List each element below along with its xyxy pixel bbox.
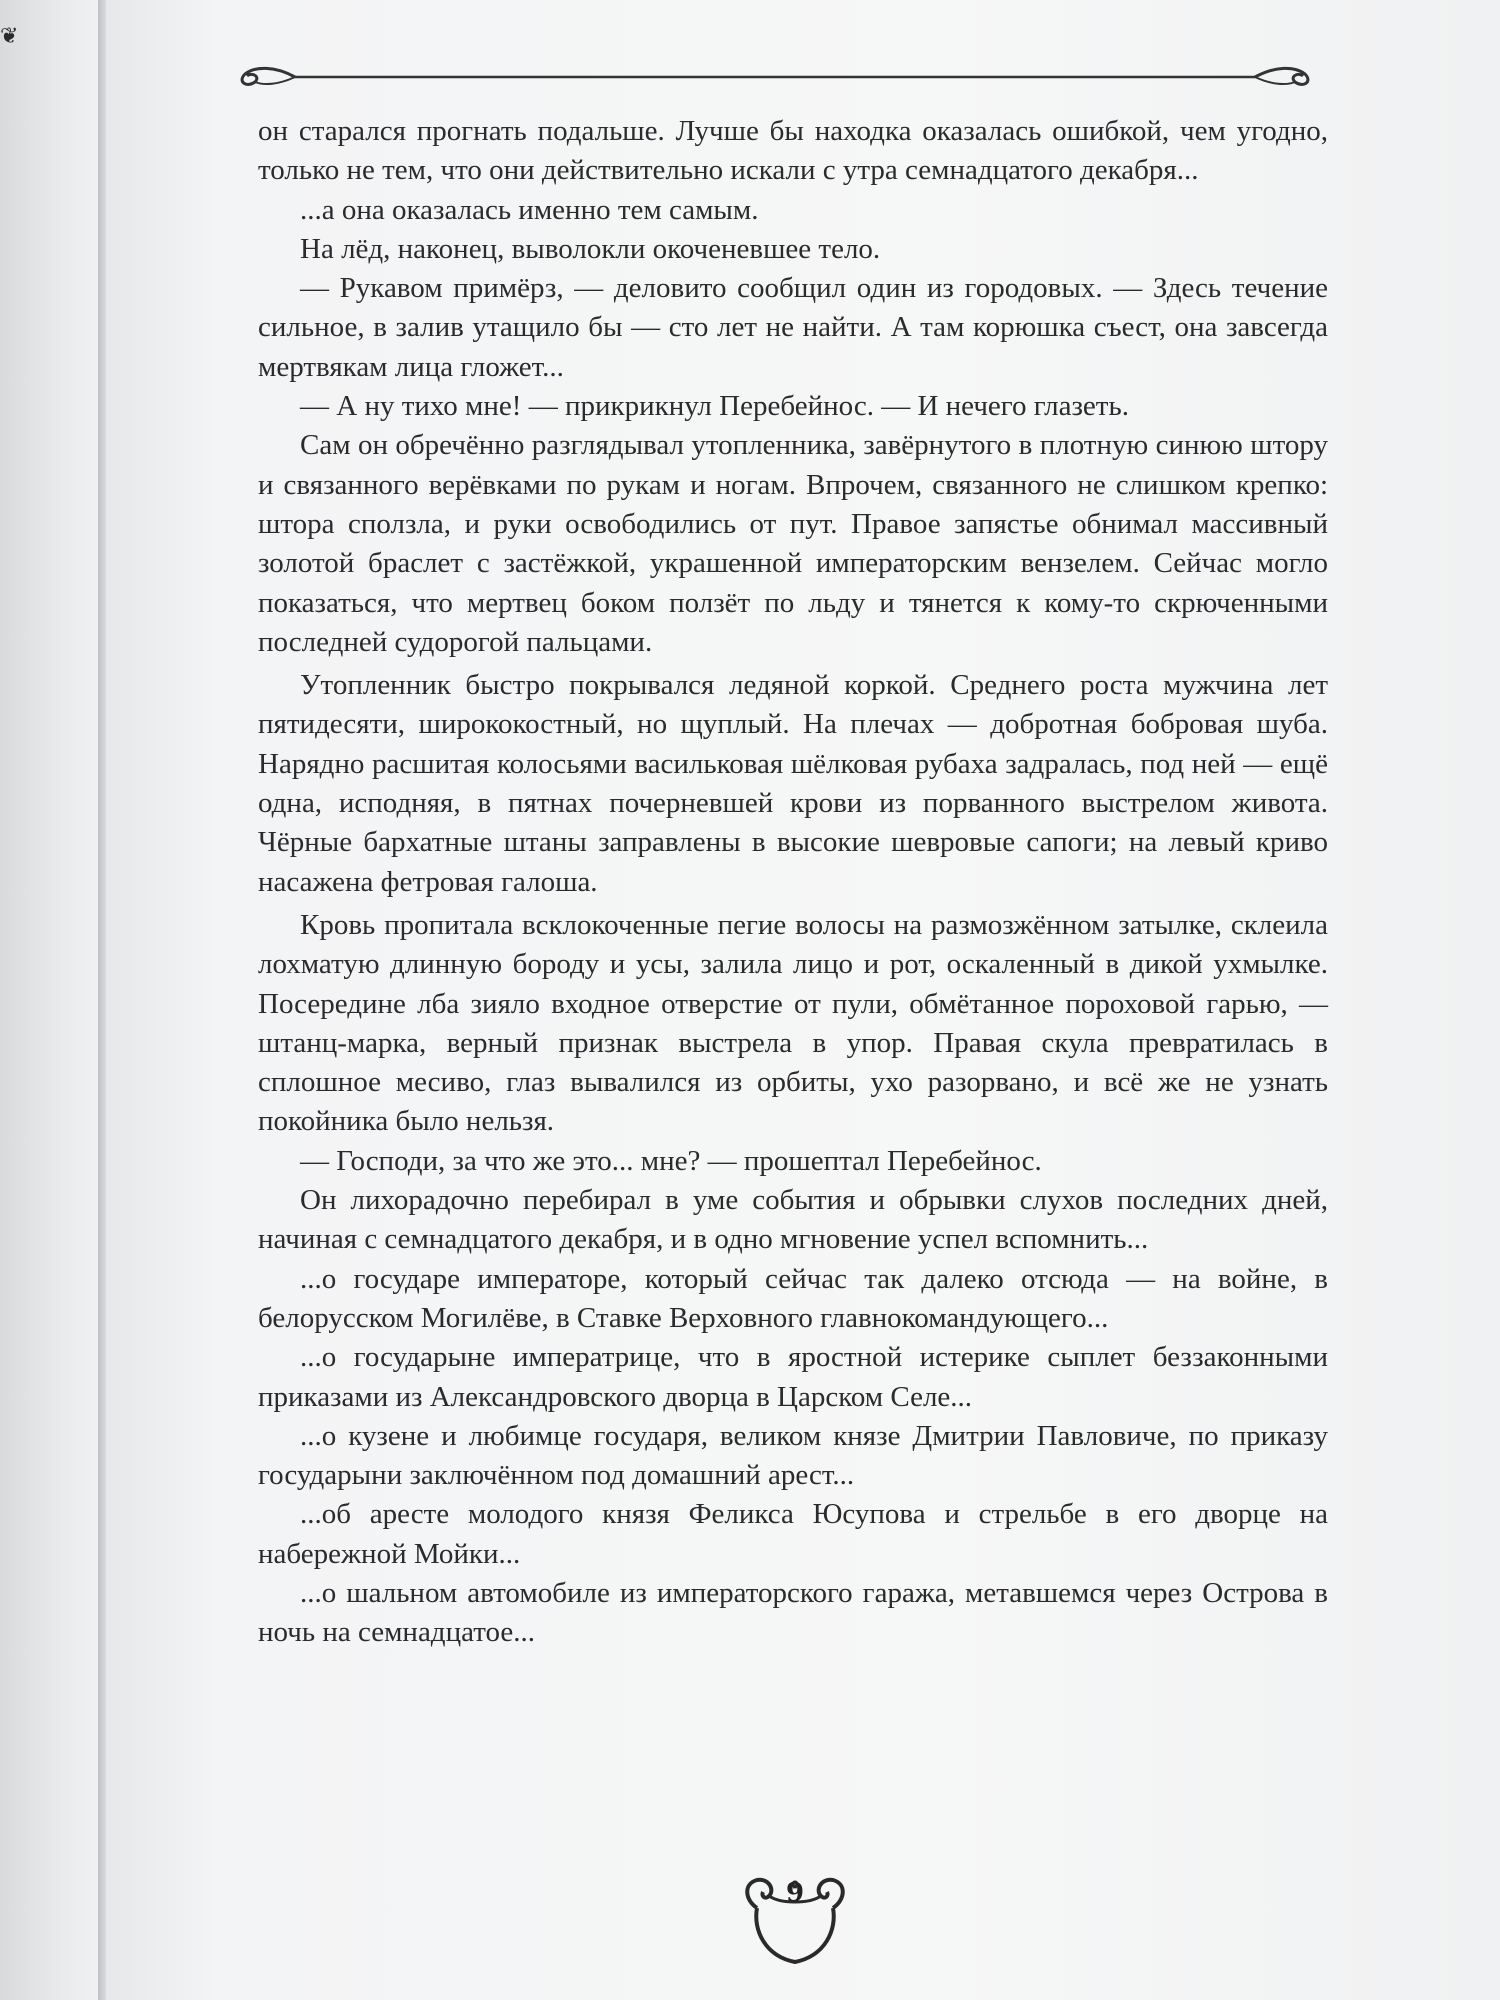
paragraph: Кровь пропитала всклокоченные пегие волосы на размозжённом затылке, склеила лохматую длинную бороду и усы, залила лицо и рот, оскаленный в дикой ухмылке. Посередине лба зияло входное отверстие от пули, обмётанное пороховой гарью, — штанц-марка, верный признак выстрела в упор. Правая скула превратилась в сплошное месиво, глаз вывалился из орбиты, ухо разорвано, и всё же не узнать покойника было нельзя. bbox=[258, 908, 1328, 1138]
paragraph: он старался прогнать подальше. Лучше бы находка оказалась ошибкой, чем угодно, только не тем, что они действительно искали с утра семнадцатого декабря... bbox=[258, 115, 1328, 187]
corner-ornament-icon: ❦ bbox=[0, 24, 19, 49]
paragraph: — Господи, за что же это... мне? — прошептал Перебейнос. bbox=[300, 1144, 1042, 1177]
paragraph: ...об аресте молодого князя Феликса Юсупова и стрельбе в его дворце на набережной Мойки... bbox=[258, 1498, 1328, 1570]
paragraph: ...о кузене и любимце государя, великом князе Дмитрии Павловиче, по приказу государыни заключённом под домашний арест... bbox=[258, 1419, 1328, 1492]
paragraph: Утопленник быстро покрывался ледяной коркой. Среднего роста мужчина лет пятидесяти, ширококостный, но щуплый. На плечах — добротная бобровая шуба. Нарядно расшитая колосьями васильковая шёлковая рубаха задралась, под ней — ещё одна, исподняя, в пятнах почерневшей крови из порванного выстрелом живота. Чёрные бархатные штаны заправлены в высокие шевровые сапоги; на левый криво насажена фетровая галоша. bbox=[258, 669, 1328, 898]
paragraph: Сам он обречённо разглядывал утопленника, завёрнутого в плотную синюю штору и связанного верёвками по рукам и ногам. Впрочем, связанного не слишком крепко: штора сползла, и руки освободились от пут. Правое запястье обнимал массивный золотой браслет с застёжкой, украшенной императорским вензелем. Сейчас могло показаться, что мертвец боком ползёт по льду и тянется к кому-то скрюченными последней судорогой пальцами. bbox=[258, 429, 1328, 658]
paragraph: ...а она оказалась именно тем самым. bbox=[300, 193, 759, 226]
header-rule-ornament-icon bbox=[225, 62, 1325, 92]
paragraph: ...о шальном автомобиле из императорского гаража, метавшемся через Острова в ночь на семнадцатое... bbox=[258, 1576, 1328, 1649]
paragraph: — Рукавом примёрз, — деловито сообщил один из городовых. — Здесь течение сильное, в залив утащило бы — сто лет не найти. А там корюшка съест, она завсегда мертвякам лица гложет... bbox=[258, 272, 1328, 383]
paragraph: Он лихорадочно перебирал в уме события и обрывки слухов последних дней, начиная с семнадцатого декабря, и в одно мгновение успел вспомнить... bbox=[258, 1184, 1328, 1256]
facing-page bbox=[0, 0, 105, 2000]
page-number: 9 bbox=[785, 1878, 805, 1908]
paragraph: — А ну тихо мне! — прикрикнул Перебейнос. — И нечего глазеть. bbox=[300, 390, 1129, 423]
paragraph: На лёд, наконец, выволокли окоченевшее тело. bbox=[300, 232, 881, 265]
paragraph: ...о государыне императрице, что в яростной истерике сыплет беззаконными приказами из Александровского дворца в Царском Селе... bbox=[258, 1341, 1328, 1413]
paragraph: ...о государе императоре, который сейчас так далеко отсюда — на войне, в белорусском Могилёве, в Ставке Верховного главнокомандующего... bbox=[258, 1262, 1328, 1334]
body-text bbox=[258, 112, 1328, 1653]
